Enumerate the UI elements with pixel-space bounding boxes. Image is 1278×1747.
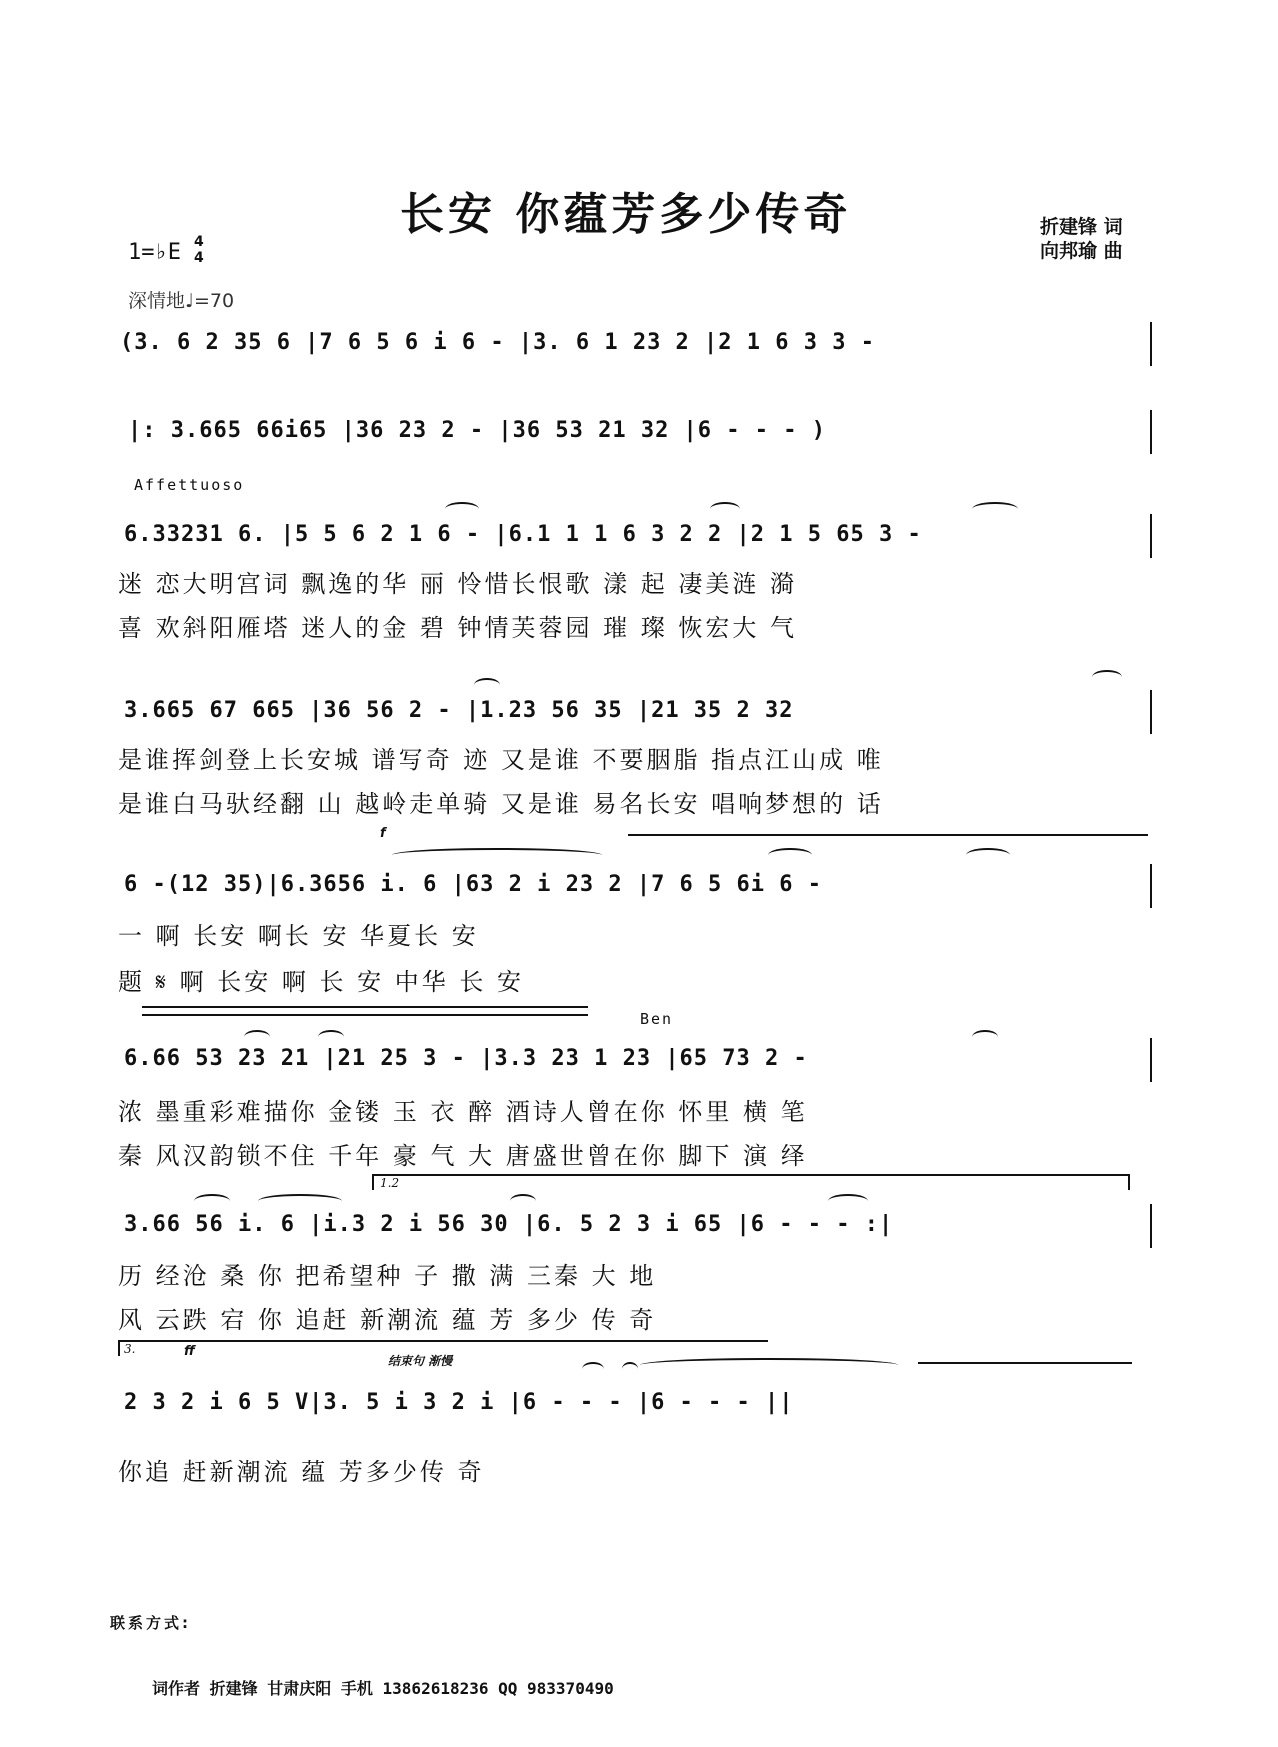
slur xyxy=(710,502,740,516)
section-line xyxy=(142,1006,588,1008)
lyric-chorus-line2: 题 𝄋 啊 长安 啊 长 安 中华 长 安 xyxy=(118,968,524,996)
intro-notes-1: (3. 6 2 35 6 |7 6 5 6 i 6 - |3. 6 1 23 2 |2 1 6 3 3 - xyxy=(120,330,875,355)
lyric-chorus-line1: 一 啊 长安 啊长 安 华夏长 安 xyxy=(118,922,479,950)
slur xyxy=(972,1030,998,1044)
volta-bracket-end xyxy=(372,1174,374,1190)
section-line xyxy=(918,1362,1132,1364)
lyric-chorus-line4: 秦 风汉韵锁不住 千年 豪 气 大 唐盛世曾在你 脚下 演 绎 xyxy=(118,1142,808,1170)
expression-ben: Ben xyxy=(640,1010,674,1028)
lyric-verse1-line1: 迷 恋大明宫词 飘逸的华 丽 怜惜长恨歌 漾 起 凄美涟 漪 xyxy=(118,570,798,598)
section-line xyxy=(142,1014,588,1016)
fermata xyxy=(622,1362,638,1376)
slur xyxy=(445,502,479,516)
lyric-ending: 你追 赶新潮流 蕴 芳多少传 奇 xyxy=(118,1458,485,1486)
chorus-notes-3: 3.66 56 i. 6 |i.3 2 i 56 30 |6. 5 2 3 i 65 |6 - - - :| xyxy=(124,1212,894,1237)
volta-bracket xyxy=(372,1174,1128,1176)
lyric-verse2-line1: 喜 欢斜阳雁塔 迷人的金 碧 钟情芙蓉园 璀 璨 恢宏大 气 xyxy=(118,614,798,642)
time-sig-top: 4 xyxy=(194,234,204,250)
key-signature: 1=♭E xyxy=(128,240,181,265)
dynamic-forte: f xyxy=(380,826,386,841)
slur xyxy=(258,1194,342,1208)
verse-notes-2: 3.665 67 665 |36 56 2 - |1.23 56 35 |21 35 2 32 xyxy=(124,698,794,723)
slur xyxy=(474,678,500,692)
slur xyxy=(640,1358,898,1372)
volta-label: 1.2 xyxy=(380,1176,400,1190)
slur xyxy=(510,1194,536,1208)
barline xyxy=(1150,410,1152,454)
slur xyxy=(244,1030,270,1044)
lyric-chorus-line3: 浓 墨重彩难描你 金镂 玉 衣 醉 酒诗人曾在你 怀里 横 笔 xyxy=(118,1098,808,1126)
chorus-notes-2: 6.66 53 23 21 |21 25 3 - |3.3 23 1 23 |65 73 2 - xyxy=(124,1046,808,1071)
barline xyxy=(1150,322,1152,366)
volta-bracket-end xyxy=(1128,1174,1130,1190)
chorus-notes-1: 6 -(12 35)|6.3656 i. 6 |63 2 i 23 2 |7 6 5 6i 6 - xyxy=(124,872,823,897)
lyricist-credit: 折建锋 词 xyxy=(1040,216,1123,238)
barline xyxy=(1150,864,1152,908)
contact-label: 联系方式: xyxy=(110,1614,191,1632)
tempo-marking: 深情地♩=70 xyxy=(128,290,235,312)
lyric-chorus-line5: 历 经沧 桑 你 把希望种 子 撒 满 三秦 大 地 xyxy=(118,1262,657,1290)
volta-bracket-end xyxy=(118,1340,120,1356)
slur xyxy=(966,848,1010,862)
volta-bracket xyxy=(118,1340,768,1342)
barline xyxy=(1150,514,1152,558)
page-title: 长安 你蕴芳多少传奇 xyxy=(400,189,852,240)
time-sig-bottom: 4 xyxy=(194,250,204,266)
time-signature xyxy=(194,234,204,266)
section-line xyxy=(628,834,1148,836)
slur xyxy=(582,1362,604,1376)
lyric-verse1-line2: 是谁挥剑登上长安城 谱写奇 迹 又是谁 不要胭脂 指点江山成 唯 xyxy=(118,746,884,774)
slur xyxy=(972,502,1018,516)
verse-notes-1: 6.33231 6. |5 5 6 2 1 6 - |6.1 1 1 6 3 2 2 |2 1 5 65 3 - xyxy=(124,522,922,547)
volta-label-3: 3. xyxy=(124,1342,136,1356)
lyric-chorus-line6: 风 云跌 宕 你 追赶 新潮流 蕴 芳 多少 传 奇 xyxy=(118,1306,657,1334)
slur xyxy=(392,848,602,862)
ending-marking: 结束句 渐慢 xyxy=(388,1354,453,1368)
barline xyxy=(1150,1038,1152,1082)
slur xyxy=(194,1194,230,1208)
barline xyxy=(1150,690,1152,734)
slur xyxy=(828,1194,868,1208)
expression-marking: Affettuoso xyxy=(134,476,245,494)
slur xyxy=(768,848,812,862)
composer-credit: 向邦瑜 曲 xyxy=(1040,240,1123,262)
intro-notes-2: |: 3.665 66i65 |36 23 2 - |36 53 21 32 |6 - - - ) xyxy=(128,418,827,443)
contact-info: 词作者 折建锋 甘肃庆阳 手机 13862618236 QQ 983370490 xyxy=(152,1679,614,1698)
dynamic-fortissimo: ff xyxy=(184,1344,195,1359)
slur xyxy=(318,1030,344,1044)
barline xyxy=(1150,1204,1152,1248)
lyric-verse2-line2: 是谁白马驮经翻 山 越岭走单骑 又是谁 易名长安 唱响梦想的 话 xyxy=(118,790,884,818)
slur xyxy=(1092,670,1122,684)
ending-notes: 2 3 2 i 6 5 V|3. 5 i 3 2 i |6 - - - |6 - - - || xyxy=(124,1390,794,1415)
